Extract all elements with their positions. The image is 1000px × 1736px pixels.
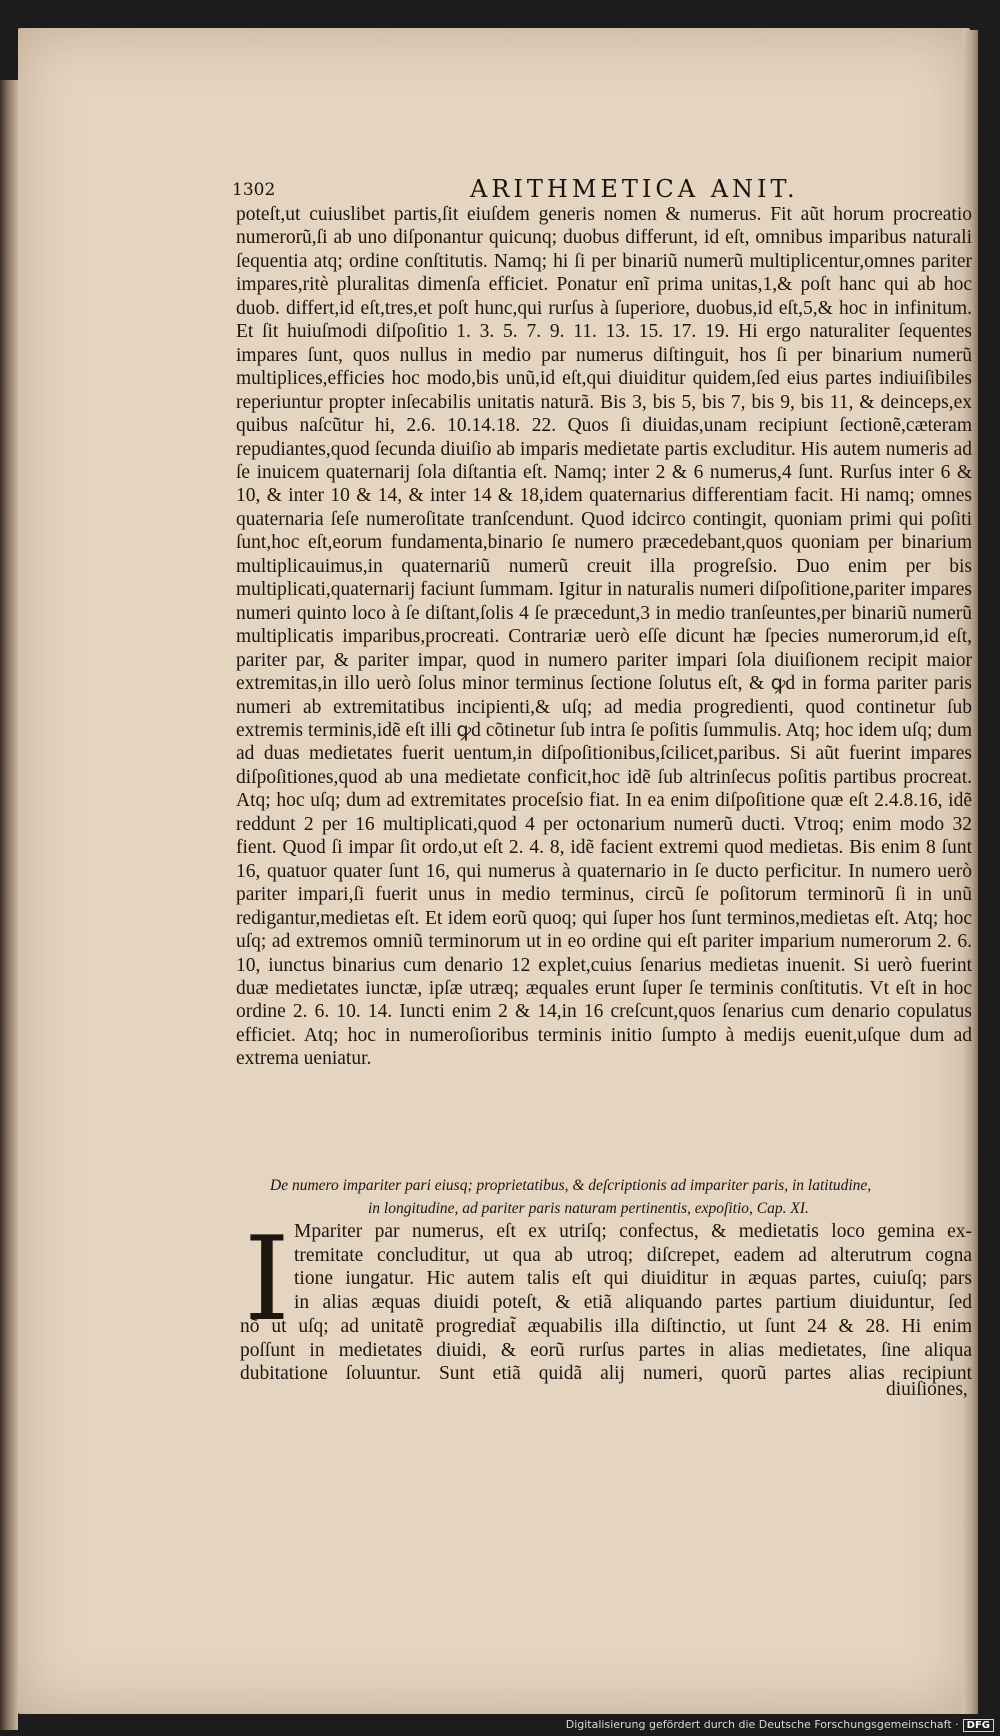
chapter-heading-line-1: De numero impariter pari eiusq; proprietatibus, & deſcriptionis ad impariter paris, in latitudine, — [270, 1177, 872, 1194]
chapter-line: poſſunt in medietates diuidi, & eorũ rurſus partes in alias medietates, ſine aliqua — [240, 1339, 972, 1361]
digitization-credit — [566, 1718, 994, 1732]
chapter-text-block — [240, 1212, 972, 1386]
chapter-line: dubitatione ſoluuntur. Sunt etiã quidã alij numeri, quorũ partes alias recipiunt — [240, 1363, 972, 1385]
catchword: diuiſiones, — [886, 1379, 968, 1400]
credit-text: Digitalisierung gefördert durch die Deutsche Forschungsgemeinschaft · — [565, 1718, 959, 1731]
page-number: 1302 — [232, 180, 276, 200]
body-paragraph: poteſt,ut cuiuslibet partis,ſit eiuſdem generis nomen & numerus. Fit aũt horum procreatio numerorũ,ſi ab uno diſponantur quicunq; duobus differunt, id eſt, omnibus imparibus naturali ſequentia atq; ordine conſtitutis. Namq; hi ſi per binariũ numerũ multiplicentur,omnes pariter impares,ritè pluralitas dimenſa efficiet. Ponatur enĩ prima unitas,1,& poſt hanc qui ab hoc duob. differt,id eſt,tres,et poſt hunc,qui rurſus à ſuperiore, duobus,id eſt,5,& hoc in infinitum. Et ſit huiuſmodi diſpoſitio 1. 3. 5. 7. 9. 11. 13. 15. 17. 19. Hi ergo naturaliter ſequentes impares ſunt, quos nullus in medio par numerus diſtinguit, hos ſi per binarium numerũ multiplices,efficies hoc modo,bis unũ,id eſt,qui diuiditur quidem,ſed eius partes indiuiſibiles reperiuntur propter inſecabilis unitatis naturã. Bis 3, bis 5, bis 7, bis 9, bis 11, & deinceps,ex quibus naſcũtur hi, 2.6. 10.14.18. 22. Quos ſi diuidas,unam recipiunt ſectionẽ,cæteram repudiantes,quod ſecunda diuiſio ab imparis medietate partis excluditur. His autem numeris ad ſe inuicem quaternarij ſola diſtantia eſt. Namq; inter 2 & 6 numerus,4 ſunt. Rurſus inter 6 & 10, & inter 10 & 14, & inter 14 & 18,idem quaternarius differentiam facit. Hi namq; omnes quaternaria ſeſe numeroſitate tranſcendunt. Quod idcirco contingit, quoniam primi qui poſiti ſunt,hoc eſt,eorum fundamenta,binario ſe numero præcedebant,quos quoniam per binarium multiplicauimus,in quaternariũ numerũ creuit illa progreſsio. Duo enim per bis multiplicati,quaternarij faciunt ſummam. Igitur in naturalis numeri diſpoſitione,pariter impares numeri quinto loco à ſe diſtant,ſolis 4 ſe præcedunt,3 in medio tranſeuntes,per binariũ numerũ multiplicatis imparibus,procreati. Contrariæ uerò eſſe dicunt hæ ſpecies numerorum,id eſt, pariter par, & pariter impar, quod in numero pariter impari ſola diuiſionem recipit maior extremitas,in illo uerò ſolus minor terminus ſectione ſolutus eſt, & ꝙd in forma pariter paris numeri ab extremitatibus incipienti,& uſq; ad media progredienti, quod continetur ſub extremis terminis,idẽ eſt illi ꝙd cõtinetur ſub intra ſe poſitis ſummulis. Atq; hoc idem uſq; dum ad duas medietates fuerit uentum,in diſpoſitionibus,ſcilicet,paribus. Si aũt fuerint impares diſpoſitiones,quod ab una medietate conficit,hoc idẽ ſub altrinſecus poſitis partibus procreat. Atq; hoc uſq; dum ad extremitates proceſsio fiat. In ea enim diſpoſitione quæ eſt 2.4.8.16, idẽ reddunt 2 per 16 multiplicati,quod 4 per octonarium numerũ ducti. Vtroq; enim modo 32 fient. Quod ſi impar ſit ordo,ut eſt 2. 4. 8, idẽ facient extremi quod medietas. Bis enim 8 ſunt 16, quatuor quater ſunt 16, qui numerus à quaternario in ſe ducto perficitur. In numero uerò pariter impari,ſi fuerit unus in medio terminus, circũ ſe poſitorum terminorũ ſi in unũ redigantur,medietas eſt. Et idem eorũ quoq; qui ſuper hos ſunt terminos,medietas eſt. Atq; hoc uſq; ad extremos omniũ terminorum ut in eo ordine qui eſt pariter imparium numerorum 2. 6. 10, iunctus binarius cum denario 12 explet,cuius ſenarius medietas inuenit. Si uerò fuerint duæ medietates iunctæ, ipſæ utræq; æquales erunt ſuper ſe terminis conſtitutis. Vt eſt in hoc ordine 2. 6. 10. 14. Iuncti enim 2 & 14,in 16 creſcunt,quos ſenarius cum denario copulatus efficiet. Atq; hoc in numeroſioribus terminis initio ſumpto à medijs euenit,uſque dum ad extrema ueniatur. — [236, 204, 972, 1070]
running-title: ARITHMETICA ANIT. — [470, 175, 799, 203]
chapter-line: tremitate concluditur, ut qua ab utroq; diſcrepet, eadem ad alterutrum cogna — [294, 1244, 972, 1266]
chapter-heading — [270, 1174, 970, 1220]
chapter-line: nõ ut uſq; ad unitatẽ progrediat̃ æquabilis illa diſtinctio, ut ſunt 24 & 28. Hi enim — [240, 1315, 972, 1337]
drop-cap-initial: I — [244, 1212, 290, 1347]
main-text-block — [236, 203, 972, 1071]
chapter-line: in alias æquas diuidi poteſt, & etiã aliquando partes partium diuiduntur, ſed — [294, 1292, 972, 1314]
dfg-logo: DFG — [963, 1719, 994, 1732]
book-spine-edge — [0, 80, 18, 1730]
chapter-heading-line-2: in longitudine, ad pariter paris naturam pertinentis, expoſitio, Cap. XI. — [368, 1200, 809, 1217]
chapter-line: tione iungatur. Hic autem talis eſt qui diuiditur in æquas partes, cuiuſq; pars — [294, 1268, 972, 1290]
chapter-line: Mpariter par numerus, eſt ex utriſq; confectus, & medietatis loco gemina ex- — [294, 1221, 972, 1242]
